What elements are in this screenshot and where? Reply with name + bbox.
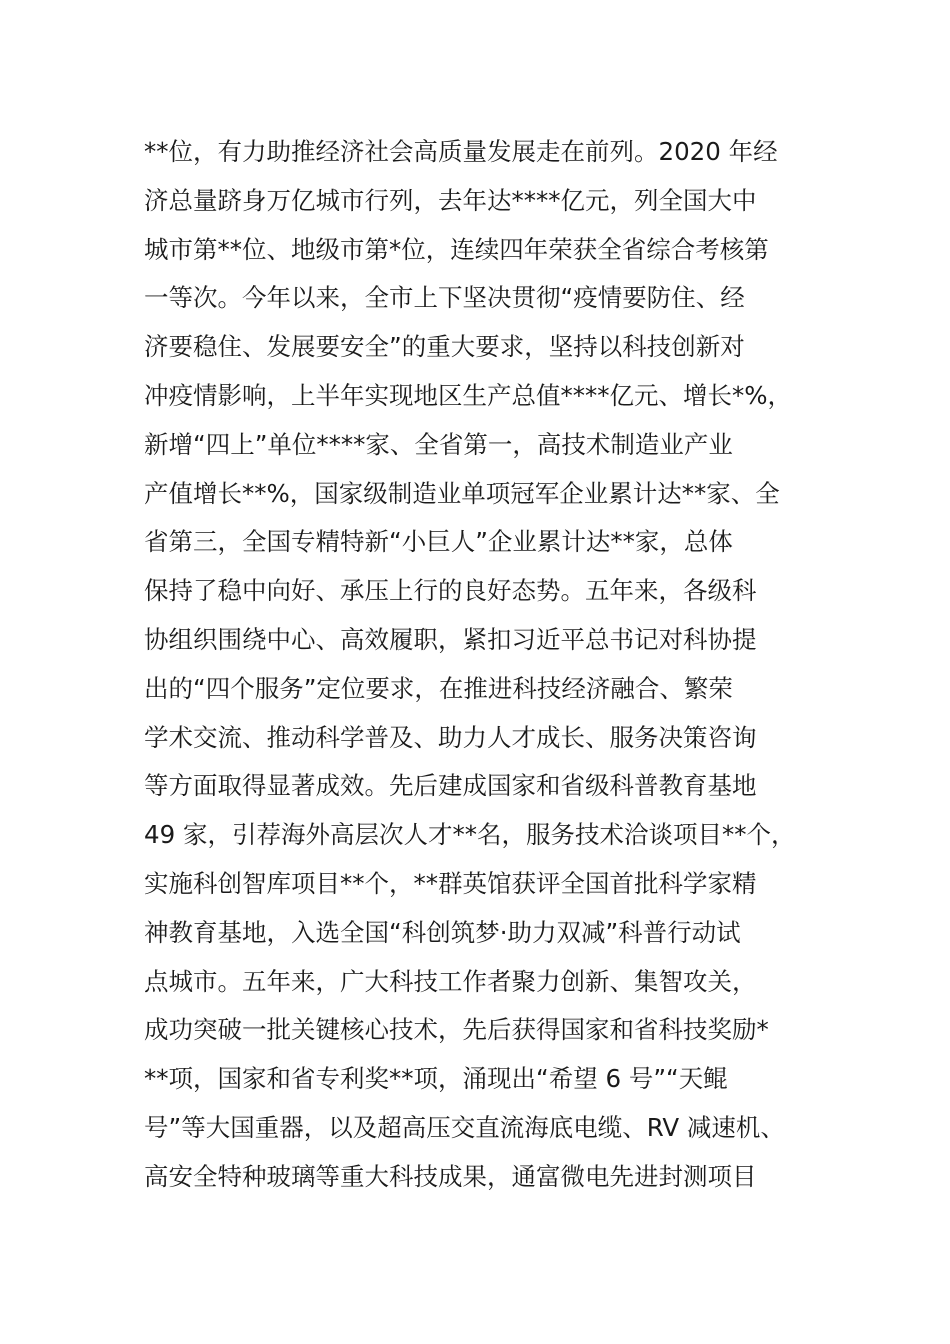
body-paragraph <box>144 128 824 1202</box>
text-line: 等方面取得显著成效。先后建成国家和省级科普教育基地 <box>144 771 757 801</box>
text-line: 学术交流、推动科学普及、助力人才成长、服务决策咨询 <box>144 722 757 752</box>
text-line: 保持了稳中向好、承压上行的良好态势。五年来，各级科 <box>144 576 757 606</box>
text-line: 新增“四上”单位****家、全省第一，高技术制造业产业 <box>144 429 733 459</box>
text-line: 高安全特种玻璃等重大科技成果，通富微电先进封测项目 <box>144 1161 757 1191</box>
text-line: **位，有力助推经济社会高质量发展走在前列。2020 年经 <box>144 137 778 166</box>
text-line: 冲疫情影响，上半年实现地区生产总值****亿元、增长*%， <box>144 380 793 410</box>
text-line: 产值增长**%，国家级制造业单项冠军企业累计达**家、全 <box>144 478 780 508</box>
text-line: **项，国家和省专利奖**项，涌现出“希望 6 号”“天鲲 <box>144 1064 728 1094</box>
text-line: 实施科创智库项目**个，**群英馆获评全国首批科学家精 <box>144 868 757 898</box>
text-line: 成功突破一批关键核心技术，先后获得国家和省科技奖励* <box>144 1015 769 1045</box>
text-line: 点城市。五年来，广大科技工作者聚力创新、集智攻关， <box>144 966 757 996</box>
text-line: 省第三，全国专精特新“小巨人”企业累计达**家，总体 <box>144 527 733 557</box>
text-line: 济要稳住、发展要安全”的重大要求，坚持以科技创新对 <box>144 332 745 362</box>
text-line: 协组织围绕中心、高效履职，紧扣习近平总书记对科协提 <box>144 624 757 654</box>
text-line: 出的“四个服务”定位要求，在推进科技经济融合、繁荣 <box>144 673 733 703</box>
text-line: 49 家，引荐海外高层次人才**名，服务技术洽谈项目**个， <box>144 820 796 850</box>
text-line: 济总量跻身万亿城市行列，去年达****亿元，列全国大中 <box>144 185 757 215</box>
text-line: 一等次。今年以来，全市上下坚决贯彻“疫情要防住、经 <box>144 283 745 313</box>
text-line: 神教育基地，入选全国“科创筑梦·助力双减”科普行动试 <box>144 917 741 947</box>
text-line: 号”等大国重器，以及超高压交直流海底电缆、RV 减速机、 <box>144 1112 785 1142</box>
text-line: 城市第**位、地级市第*位，连续四年荣获全省综合考核第 <box>144 234 769 264</box>
